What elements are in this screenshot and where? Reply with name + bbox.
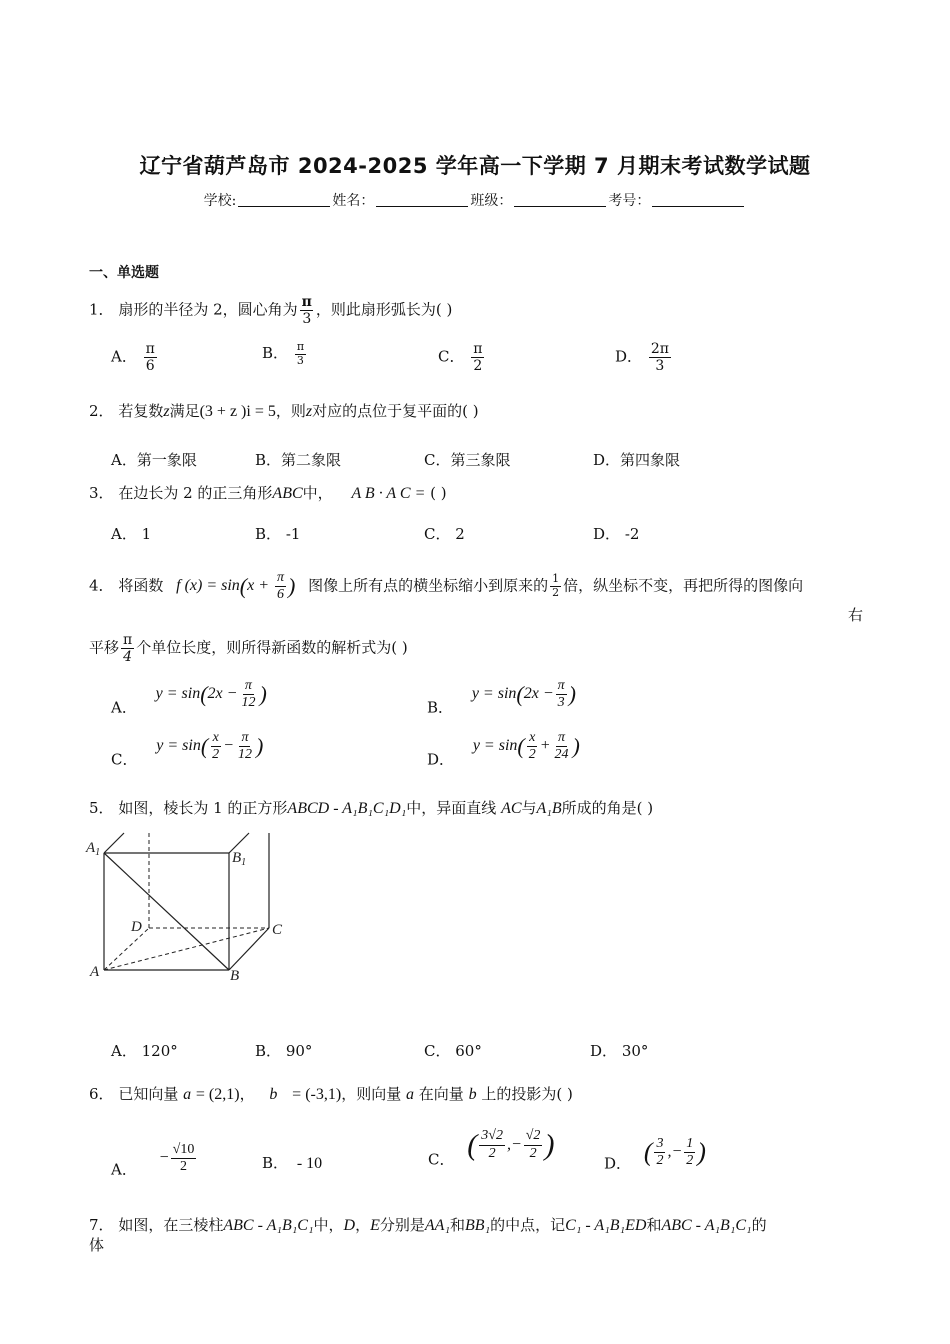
name-blank: [376, 192, 468, 207]
q5-option-b[interactable]: B． 90°: [255, 1042, 313, 1060]
equation: (3 + z )i = 5: [199, 403, 276, 420]
vector-a: a: [183, 1086, 192, 1103]
q4-option-b[interactable]: B． y = sin(2x − $\frac{\pi}{3}$ ): [427, 678, 576, 717]
fraction: $\frac{\pi}{4}$: [123, 632, 133, 666]
label-b1: $B_1$: [232, 850, 247, 868]
q1-option-b[interactable]: B． $\frac{\pi}{3}$: [262, 340, 305, 367]
question-7: 7． 如图，在三棱柱ABC - A₁B₁C₁中，D，E分别是AA₁和BB₁的中点，记C₁ - A₁B₁ED和ABC - A₁B₁C₁的: [89, 1216, 767, 1234]
question-6: 6． 已知向量 a = (2,1)， b = (-3,1)，则向量 a 在向量 b 上的投影为( ): [89, 1085, 573, 1103]
label-b: B: [230, 968, 240, 984]
q3-option-c[interactable]: C． 2: [424, 525, 465, 543]
student-info-row: [0, 190, 950, 210]
name-label: 姓名：: [332, 193, 375, 209]
question-text: 扇形的半径为 2，圆心角为: [118, 300, 298, 319]
q5-option-c[interactable]: C． 60°: [424, 1042, 482, 1060]
question-text: ，则此扇形弧长为( ): [315, 300, 453, 319]
fraction: $\frac{\pi}{3}$: [301, 294, 312, 328]
question-4: 4． 将函数 f (x) = sin(x + $\frac{\pi}{6}$ ) 图像上所有点的横坐标缩小到原来的 $\frac{1}{2}$ 倍，纵坐标不变，再把所得的图像向: [89, 570, 804, 603]
question-7-wrap: 体: [89, 1236, 105, 1254]
line-a-c: [104, 928, 269, 970]
fraction: $\frac{1}{2}$: [552, 572, 560, 599]
q3-option-b[interactable]: B． -1: [255, 525, 301, 543]
q1-option-d[interactable]: D． $\frac{2\pi}{3}$: [615, 341, 669, 375]
q6-option-c[interactable]: C． ( $\frac{3√2}{2}$ ,− $\frac{√2}{2}$ ): [428, 1128, 555, 1169]
q2-option-c[interactable]: C．第三象限: [424, 451, 511, 469]
q2-option-a[interactable]: A．第一象限: [111, 451, 197, 469]
vector-b: b: [269, 1086, 278, 1103]
number-label: 考号：: [608, 193, 651, 209]
school-blank: [238, 192, 330, 207]
q5-option-a[interactable]: A． 120°: [111, 1042, 178, 1060]
function-expression: f (x) = sin(x + $\frac{\pi}{6}$ ): [176, 570, 296, 603]
q3-option-d[interactable]: D． -2: [593, 525, 640, 543]
q5-option-d[interactable]: D． 30°: [590, 1042, 649, 1060]
label-d: D: [131, 919, 142, 935]
label-a1: $A_1$: [86, 840, 101, 858]
page-title: 辽宁省葫芦岛市 2024-2025 学年高一下学期 7 月期末考试数学试题: [139, 154, 811, 178]
q2-option-d[interactable]: D．第四象限: [593, 451, 681, 469]
class-blank: [514, 192, 606, 207]
q4-option-a[interactable]: A． y = sin(2x − $\frac{\pi}{12}$ ): [111, 678, 267, 717]
vector-expression: A B · A C =: [351, 485, 426, 502]
question-number: 1．: [89, 300, 114, 319]
fraction: $\frac{2\pi}{3}$: [650, 341, 669, 375]
question-1: [89, 294, 452, 327]
cube-figure: [84, 828, 294, 988]
question-4-line2: 平移 $\frac{\pi}{4}$ 个单位长度，则所得新函数的解析式为( ): [89, 632, 408, 666]
class-label: 班级：: [470, 193, 513, 209]
school-label: 学校:: [203, 193, 237, 209]
q1-option-c[interactable]: C． $\frac{\pi}{2}$: [438, 341, 483, 375]
fraction: $\frac{\pi}{2}$: [473, 341, 483, 375]
q1-option-a[interactable]: A． $\frac{\pi}{6}$: [111, 341, 155, 375]
q4-option-c[interactable]: C． y = sin( $\frac{x}{2}$ − $\frac{\pi}{12}$ ): [111, 730, 264, 769]
edge-b-c: [229, 928, 269, 970]
q6-option-d[interactable]: D． ( $\frac{3}{2}$ ,− $\frac{1}{2}$ ): [604, 1136, 706, 1173]
question-5: 5． 如图，棱长为 1 的正方形ABCD - A₁B₁C₁D₁中，异面直线 AC与A₁B所成的角是( ): [89, 799, 654, 817]
fraction: $\frac{\pi}{3}$: [296, 340, 305, 367]
label-a: A: [90, 964, 100, 980]
question-3: 3． 在边长为 2 的正三角形ABC中， A B · A C = ( ): [89, 484, 447, 502]
q6-option-a[interactable]: A． − $\frac{√10}{2}$: [111, 1142, 195, 1179]
edge-a1-d1: [104, 833, 124, 853]
section-heading: 一、单选题: [89, 265, 159, 281]
number-blank: [652, 192, 744, 207]
q4-option-d[interactable]: D． y = sin( $\frac{x}{2}$ + $\frac{\pi}{24}$ ): [427, 730, 580, 769]
q3-option-a[interactable]: A． 1: [111, 525, 152, 543]
question-2: 2． 若复数z满足(3 + z )i = 5，则z对应的点位于复平面的( ): [89, 402, 479, 420]
line-a1-b: [104, 853, 229, 970]
edge-a-d: [104, 928, 149, 970]
fraction: $\frac{\pi}{6}$: [145, 341, 155, 375]
q2-option-b[interactable]: B．第二象限: [255, 451, 342, 469]
q6-option-b[interactable]: B． - 10: [262, 1154, 323, 1172]
label-c: C: [272, 922, 283, 938]
question-4-wrap: 右: [848, 606, 864, 624]
